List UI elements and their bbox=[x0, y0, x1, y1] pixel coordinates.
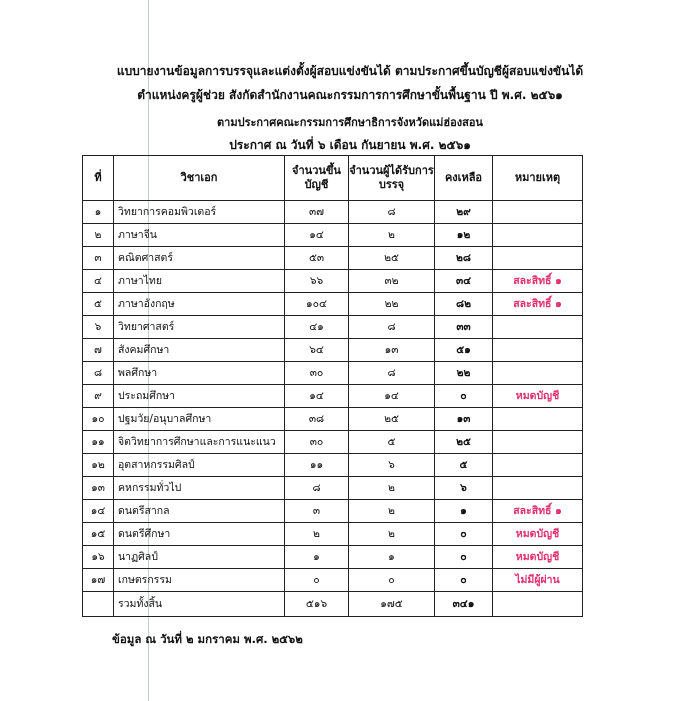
row-subject: พลศึกษา bbox=[114, 362, 285, 385]
row-listed: ๓ bbox=[285, 500, 349, 523]
row-remaining: ๒๘ bbox=[435, 247, 493, 270]
row-remaining: ๕๑ bbox=[435, 339, 493, 362]
title-line-3: ตามประกาศคณะกรรมการศึกษาธิการจังหวัดแม่ฮ่องสอน bbox=[217, 116, 483, 129]
title-line-1: แบบายงานข้อมูลการบรรจุและแต่งตั้งผู้สอบแข่งขันได้ ตามประกาศขึ้นบัญชีผู้สอบแข่งขันได้ bbox=[116, 64, 584, 78]
row-subject: ภาษาอังกฤษ bbox=[114, 293, 285, 316]
title-line-4: ประกาศ ณ วันที่ ๖ เดือน กันยายน พ.ศ. ๒๕๖๑ bbox=[229, 138, 471, 152]
row-subject: อุตสาหกรรมศิลป์ bbox=[114, 454, 285, 477]
row-hired: ๐ bbox=[349, 569, 435, 592]
table-row bbox=[83, 569, 583, 592]
table-row bbox=[83, 546, 583, 569]
row-listed: ๓๐ bbox=[285, 431, 349, 454]
row-no: ๖ bbox=[83, 316, 114, 339]
row-remark: สละสิทธิ์ ๑ bbox=[493, 500, 583, 523]
total-row bbox=[83, 592, 583, 617]
row-subject: จิตวิทยาการศึกษาและการแนะแนว bbox=[114, 431, 285, 454]
row-hired: ๒๒ bbox=[349, 293, 435, 316]
header-no: ที่ bbox=[83, 156, 114, 201]
row-no: ๑๕ bbox=[83, 523, 114, 546]
row-no: ๗ bbox=[83, 339, 114, 362]
row-no: ๑๒ bbox=[83, 454, 114, 477]
row-remark bbox=[493, 201, 583, 224]
row-subject: คณิตศาสตร์ bbox=[114, 247, 285, 270]
row-remaining: ๑๓ bbox=[435, 408, 493, 431]
row-hired: ๘ bbox=[349, 316, 435, 339]
total-remark-cell bbox=[493, 592, 583, 617]
row-listed: ๖๔ bbox=[285, 339, 349, 362]
row-no: ๑๔ bbox=[83, 500, 114, 523]
row-remaining: ๖ bbox=[435, 477, 493, 500]
row-remaining: ๐ bbox=[435, 569, 493, 592]
row-listed: ๑๑ bbox=[285, 454, 349, 477]
row-hired: ๑๔ bbox=[349, 385, 435, 408]
total-hired: ๑๗๕ bbox=[349, 592, 435, 617]
row-remaining: ๕ bbox=[435, 454, 493, 477]
row-no: ๑ bbox=[83, 201, 114, 224]
row-no: ๒ bbox=[83, 224, 114, 247]
row-remaining: ๓๔ bbox=[435, 270, 493, 293]
table-row bbox=[83, 408, 583, 431]
row-remaining: ๐ bbox=[435, 523, 493, 546]
row-listed: ๑๐๔ bbox=[285, 293, 349, 316]
row-no: ๙ bbox=[83, 385, 114, 408]
row-subject: ดนตรีสากล bbox=[114, 500, 285, 523]
row-no: ๕ bbox=[83, 293, 114, 316]
row-remark bbox=[493, 408, 583, 431]
row-hired: ๑๓ bbox=[349, 339, 435, 362]
row-subject: นาฏศิลป์ bbox=[114, 546, 285, 569]
row-no: ๑๗ bbox=[83, 569, 114, 592]
row-no: ๑๐ bbox=[83, 408, 114, 431]
row-listed: ๓๐ bbox=[285, 362, 349, 385]
row-remark: หมดบัญชี bbox=[493, 523, 583, 546]
row-no: ๑๑ bbox=[83, 431, 114, 454]
row-listed: ๘ bbox=[285, 477, 349, 500]
row-listed: ๑๔ bbox=[285, 385, 349, 408]
row-remark: สละสิทธิ์ ๑ bbox=[493, 270, 583, 293]
table-row bbox=[83, 270, 583, 293]
row-remaining: ๓๓ bbox=[435, 316, 493, 339]
row-listed: ๑๔ bbox=[285, 224, 349, 247]
row-remaining: ๒๙ bbox=[435, 201, 493, 224]
row-subject: คหกรรมทั่วไป bbox=[114, 477, 285, 500]
row-remark: ไม่มีผู้ผ่าน bbox=[493, 569, 583, 592]
table-row bbox=[83, 339, 583, 362]
row-hired: ๒ bbox=[349, 477, 435, 500]
row-remaining: ๐ bbox=[435, 546, 493, 569]
row-listed: ๖๖ bbox=[285, 270, 349, 293]
table-row bbox=[83, 247, 583, 270]
table-row bbox=[83, 293, 583, 316]
row-remaining: ๑ bbox=[435, 500, 493, 523]
header-listed: จำนวนขึ้นบัญชี bbox=[285, 156, 349, 201]
placement-table bbox=[82, 155, 583, 617]
table-row bbox=[83, 523, 583, 546]
header-remark: หมายเหตุ bbox=[493, 156, 583, 201]
row-hired: ๒ bbox=[349, 224, 435, 247]
table-header-row bbox=[83, 156, 583, 201]
row-remaining: ๒๒ bbox=[435, 362, 493, 385]
row-subject: ภาษาจีน bbox=[114, 224, 285, 247]
row-listed: ๓๘ bbox=[285, 408, 349, 431]
row-remark: สละสิทธิ์ ๑ bbox=[493, 293, 583, 316]
table-row bbox=[83, 385, 583, 408]
row-remaining: ๑๒ bbox=[435, 224, 493, 247]
row-no: ๓ bbox=[83, 247, 114, 270]
total-listed: ๕๑๖ bbox=[285, 592, 349, 617]
row-hired: ๑ bbox=[349, 546, 435, 569]
table-row bbox=[83, 477, 583, 500]
row-subject: วิทยาศาสตร์ bbox=[114, 316, 285, 339]
total-label: รวมทั้งสิ้น bbox=[114, 592, 285, 617]
row-remaining: ๘๒ bbox=[435, 293, 493, 316]
row-subject: ดนตรีศึกษา bbox=[114, 523, 285, 546]
header-remaining: คงเหลือ bbox=[435, 156, 493, 201]
row-hired: ๒๕ bbox=[349, 408, 435, 431]
row-remark bbox=[493, 431, 583, 454]
row-listed: ๒ bbox=[285, 523, 349, 546]
total-no-cell bbox=[83, 592, 114, 617]
table-row bbox=[83, 201, 583, 224]
header-subject: วิชาเอก bbox=[114, 156, 285, 201]
row-remark bbox=[493, 247, 583, 270]
row-hired: ๓๒ bbox=[349, 270, 435, 293]
row-listed: ๐ bbox=[285, 569, 349, 592]
row-no: ๑๓ bbox=[83, 477, 114, 500]
row-remark bbox=[493, 339, 583, 362]
row-remark bbox=[493, 477, 583, 500]
row-listed: ๔๑ bbox=[285, 316, 349, 339]
table-row bbox=[83, 500, 583, 523]
row-remark bbox=[493, 316, 583, 339]
row-listed: ๕๓ bbox=[285, 247, 349, 270]
table-row bbox=[83, 224, 583, 247]
row-subject: ภาษาไทย bbox=[114, 270, 285, 293]
row-no: ๔ bbox=[83, 270, 114, 293]
row-hired: ๒ bbox=[349, 523, 435, 546]
table-row bbox=[83, 454, 583, 477]
table-row bbox=[83, 316, 583, 339]
row-hired: ๘ bbox=[349, 362, 435, 385]
footer-date: ข้อมูล ณ วันที่ ๒ มกราคม พ.ศ. ๒๕๖๒ bbox=[112, 632, 303, 646]
row-no: ๑๖ bbox=[83, 546, 114, 569]
row-remark bbox=[493, 224, 583, 247]
table-row bbox=[83, 362, 583, 385]
row-hired: ๘ bbox=[349, 201, 435, 224]
row-listed: ๓๗ bbox=[285, 201, 349, 224]
row-subject: วิทยาการคอมพิวเตอร์ bbox=[114, 201, 285, 224]
row-remark bbox=[493, 454, 583, 477]
row-hired: ๒ bbox=[349, 500, 435, 523]
row-no: ๘ bbox=[83, 362, 114, 385]
row-subject: เกษตรกรรม bbox=[114, 569, 285, 592]
row-remark: หมดบัญชี bbox=[493, 546, 583, 569]
row-subject: ประถมศึกษา bbox=[114, 385, 285, 408]
row-remaining: ๒๕ bbox=[435, 431, 493, 454]
header-hired: จำนวนผู้ได้รับการบรรจุ bbox=[349, 156, 435, 201]
row-subject: สังคมศึกษา bbox=[114, 339, 285, 362]
row-listed: ๑ bbox=[285, 546, 349, 569]
row-remark bbox=[493, 362, 583, 385]
row-hired: ๕ bbox=[349, 431, 435, 454]
row-hired: ๖ bbox=[349, 454, 435, 477]
title-line-2: ตำแหน่งครูผู้ช่วย สังกัดสำนักงานคณะกรรมการการศึกษาขั้นพื้นฐาน ปี พ.ศ. ๒๕๖๑ bbox=[137, 88, 563, 102]
table-row bbox=[83, 431, 583, 454]
row-subject: ปฐมวัย/อนุบาลศึกษา bbox=[114, 408, 285, 431]
row-remaining: ๐ bbox=[435, 385, 493, 408]
row-hired: ๒๕ bbox=[349, 247, 435, 270]
total-remaining: ๓๔๑ bbox=[435, 592, 493, 617]
row-remark: หมดบัญชี bbox=[493, 385, 583, 408]
